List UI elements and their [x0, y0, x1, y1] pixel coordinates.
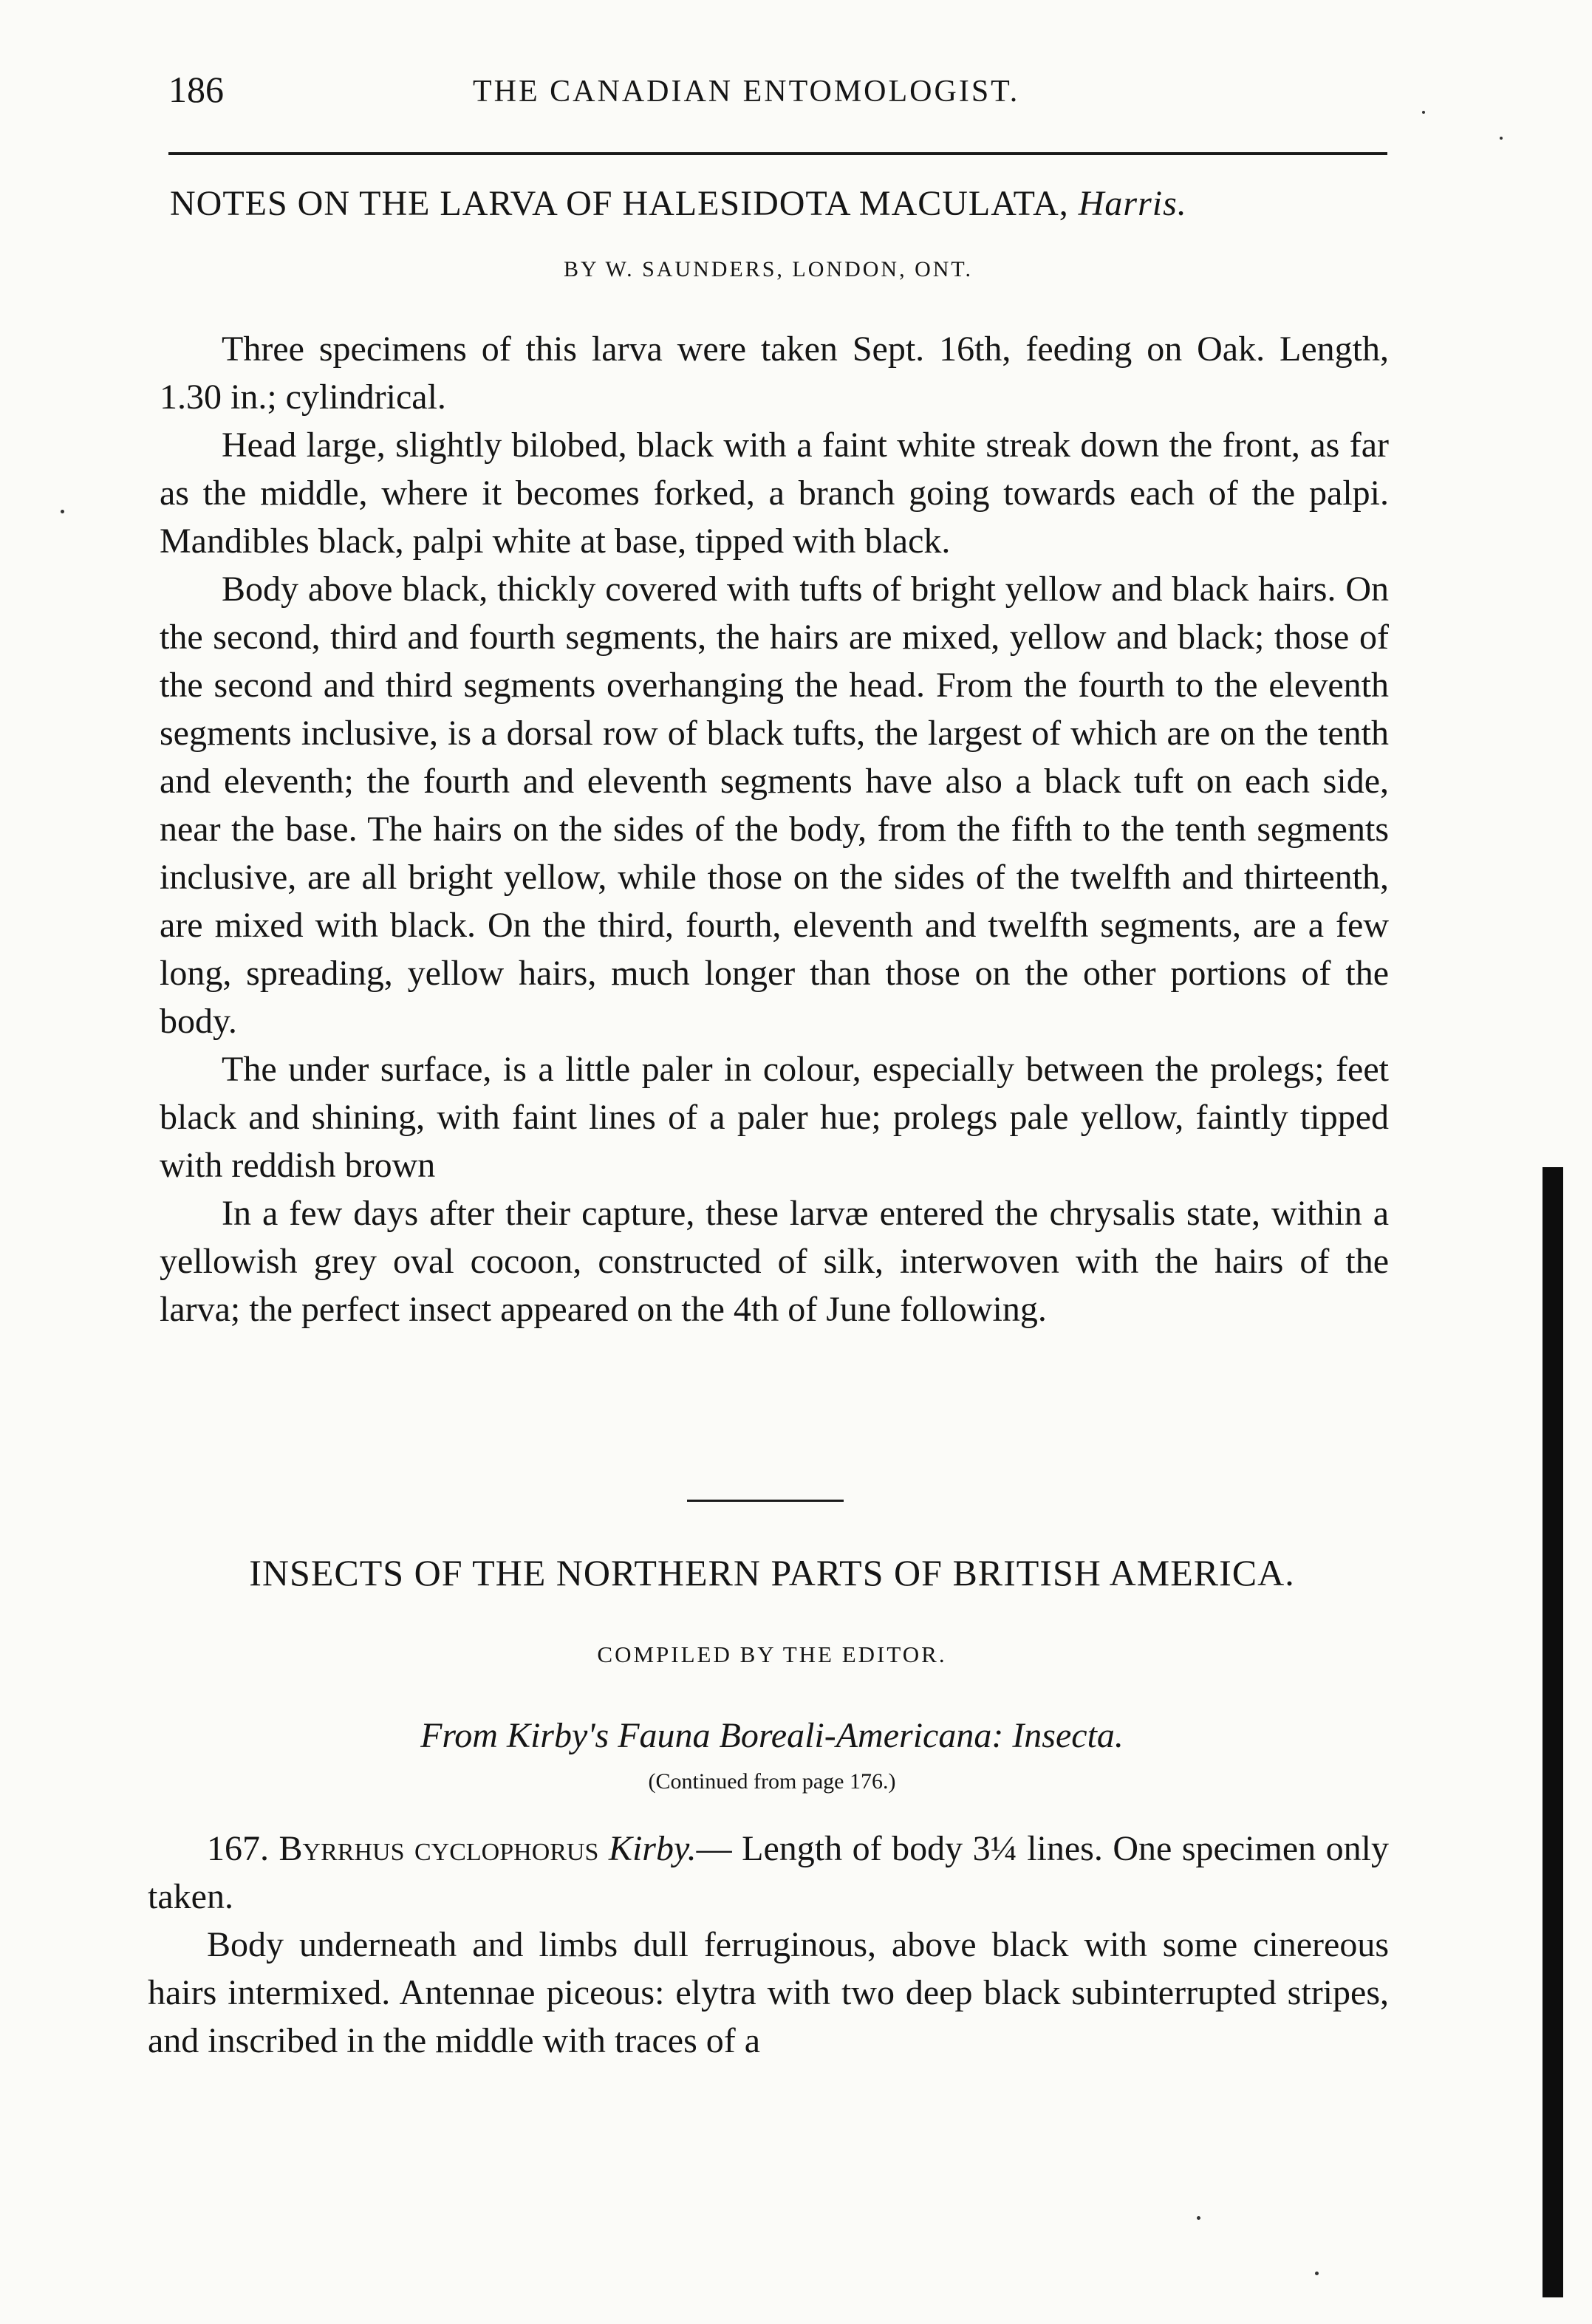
paragraph: In a few days after their capture, these larvæ entered the chrysalis state, within a yellowish grey oval cocoon, constructed of silk, interwoven with the hairs of the larva; the perfect insect appeared on the 4th of June following. — [160, 1194, 1389, 1329]
continued-note: (Continued from page 176.) — [648, 1769, 896, 1794]
header-rule — [168, 152, 1387, 155]
scan-speck — [1422, 111, 1425, 114]
article-title-text: NOTES ON THE LARVA OF HALESIDOTA MACULATA, — [170, 184, 1069, 223]
article-body — [160, 325, 1389, 1333]
entry-text: — Length of body 3¼ lines. One specimen only taken. — [148, 1829, 1389, 1916]
scan-speck — [1315, 2272, 1319, 2275]
page-number: 186 — [168, 69, 224, 110]
source-reference: From Kirby's Fauna Boreali-Americana: Insecta. — [420, 1716, 1124, 1755]
scan-speck — [1500, 137, 1503, 140]
compiled-by: COMPILED BY THE EDITOR. — [597, 1641, 947, 1667]
paragraph: Body above black, thickly covered with tufts of bright yellow and black hairs. On the second, third and fourth segments, the hairs are mixed, yellow and black; those of the second and third segments overhanging the head. From the fourth to the eleventh segments inclusive, is a dorsal row of black tufts, the largest of which are on the tenth and eleventh; the fourth and eleventh segments have also a black tuft on each side, near the base. The hairs on the sides of the body, from the fifth to the tenth segments inclusive, are all bright yellow, while those on the sides of the twelfth and thirteenth, are mixed with black. On the third, fourth, eleventh and twelfth segments, are a few long, spreading, yellow hairs, much longer than those on the other portions of the body. — [160, 570, 1389, 1041]
entry-author: Kirby. — [608, 1829, 697, 1868]
article-title — [170, 183, 1389, 224]
paragraph: Head large, slightly bilobed, black with a faint white streak down the front, as far as the middle, where it becomes forked, a branch going towards each of the palpi. Mandibles black, palpi white at base, tipped with black. — [160, 426, 1389, 561]
entry-paragraph — [148, 1825, 1389, 1921]
species-entry — [148, 1825, 1389, 2065]
entry-name: Byrrhus cyclophorus — [279, 1829, 599, 1868]
entry-number: 167. — [207, 1829, 269, 1868]
article-title-author: Harris. — [1078, 184, 1187, 223]
scan-speck — [1197, 2216, 1200, 2220]
section-title: INSECTS OF THE NORTHERN PARTS OF BRITISH AMERICA. — [249, 1552, 1295, 1593]
journal-title: THE CANADIAN ENTOMOLOGIST. — [473, 75, 1020, 109]
paragraph: Body underneath and limbs dull ferruginous, above black with some cinereous hairs intermixed. Antennae piceous: elytra with two deep black subinterrupted stripes, and inscribed in the middle with traces of a — [148, 1925, 1389, 2060]
paragraph: Three specimens of this larva were taken Sept. 16th, feeding on Oak. Length, 1.30 in.; cylindrical. — [160, 329, 1389, 417]
scan-speck — [61, 510, 64, 513]
article-byline: BY W. SAUNDERS, LONDON, ONT. — [563, 257, 974, 281]
section-divider — [687, 1500, 844, 1502]
paragraph: The under surface, is a little paler in colour, especially between the prolegs; feet black and shining, with faint lines of a paler hue; prolegs pale yellow, faintly tipped with reddish brown — [160, 1050, 1389, 1185]
scan-edge-bar — [1543, 1167, 1563, 2297]
